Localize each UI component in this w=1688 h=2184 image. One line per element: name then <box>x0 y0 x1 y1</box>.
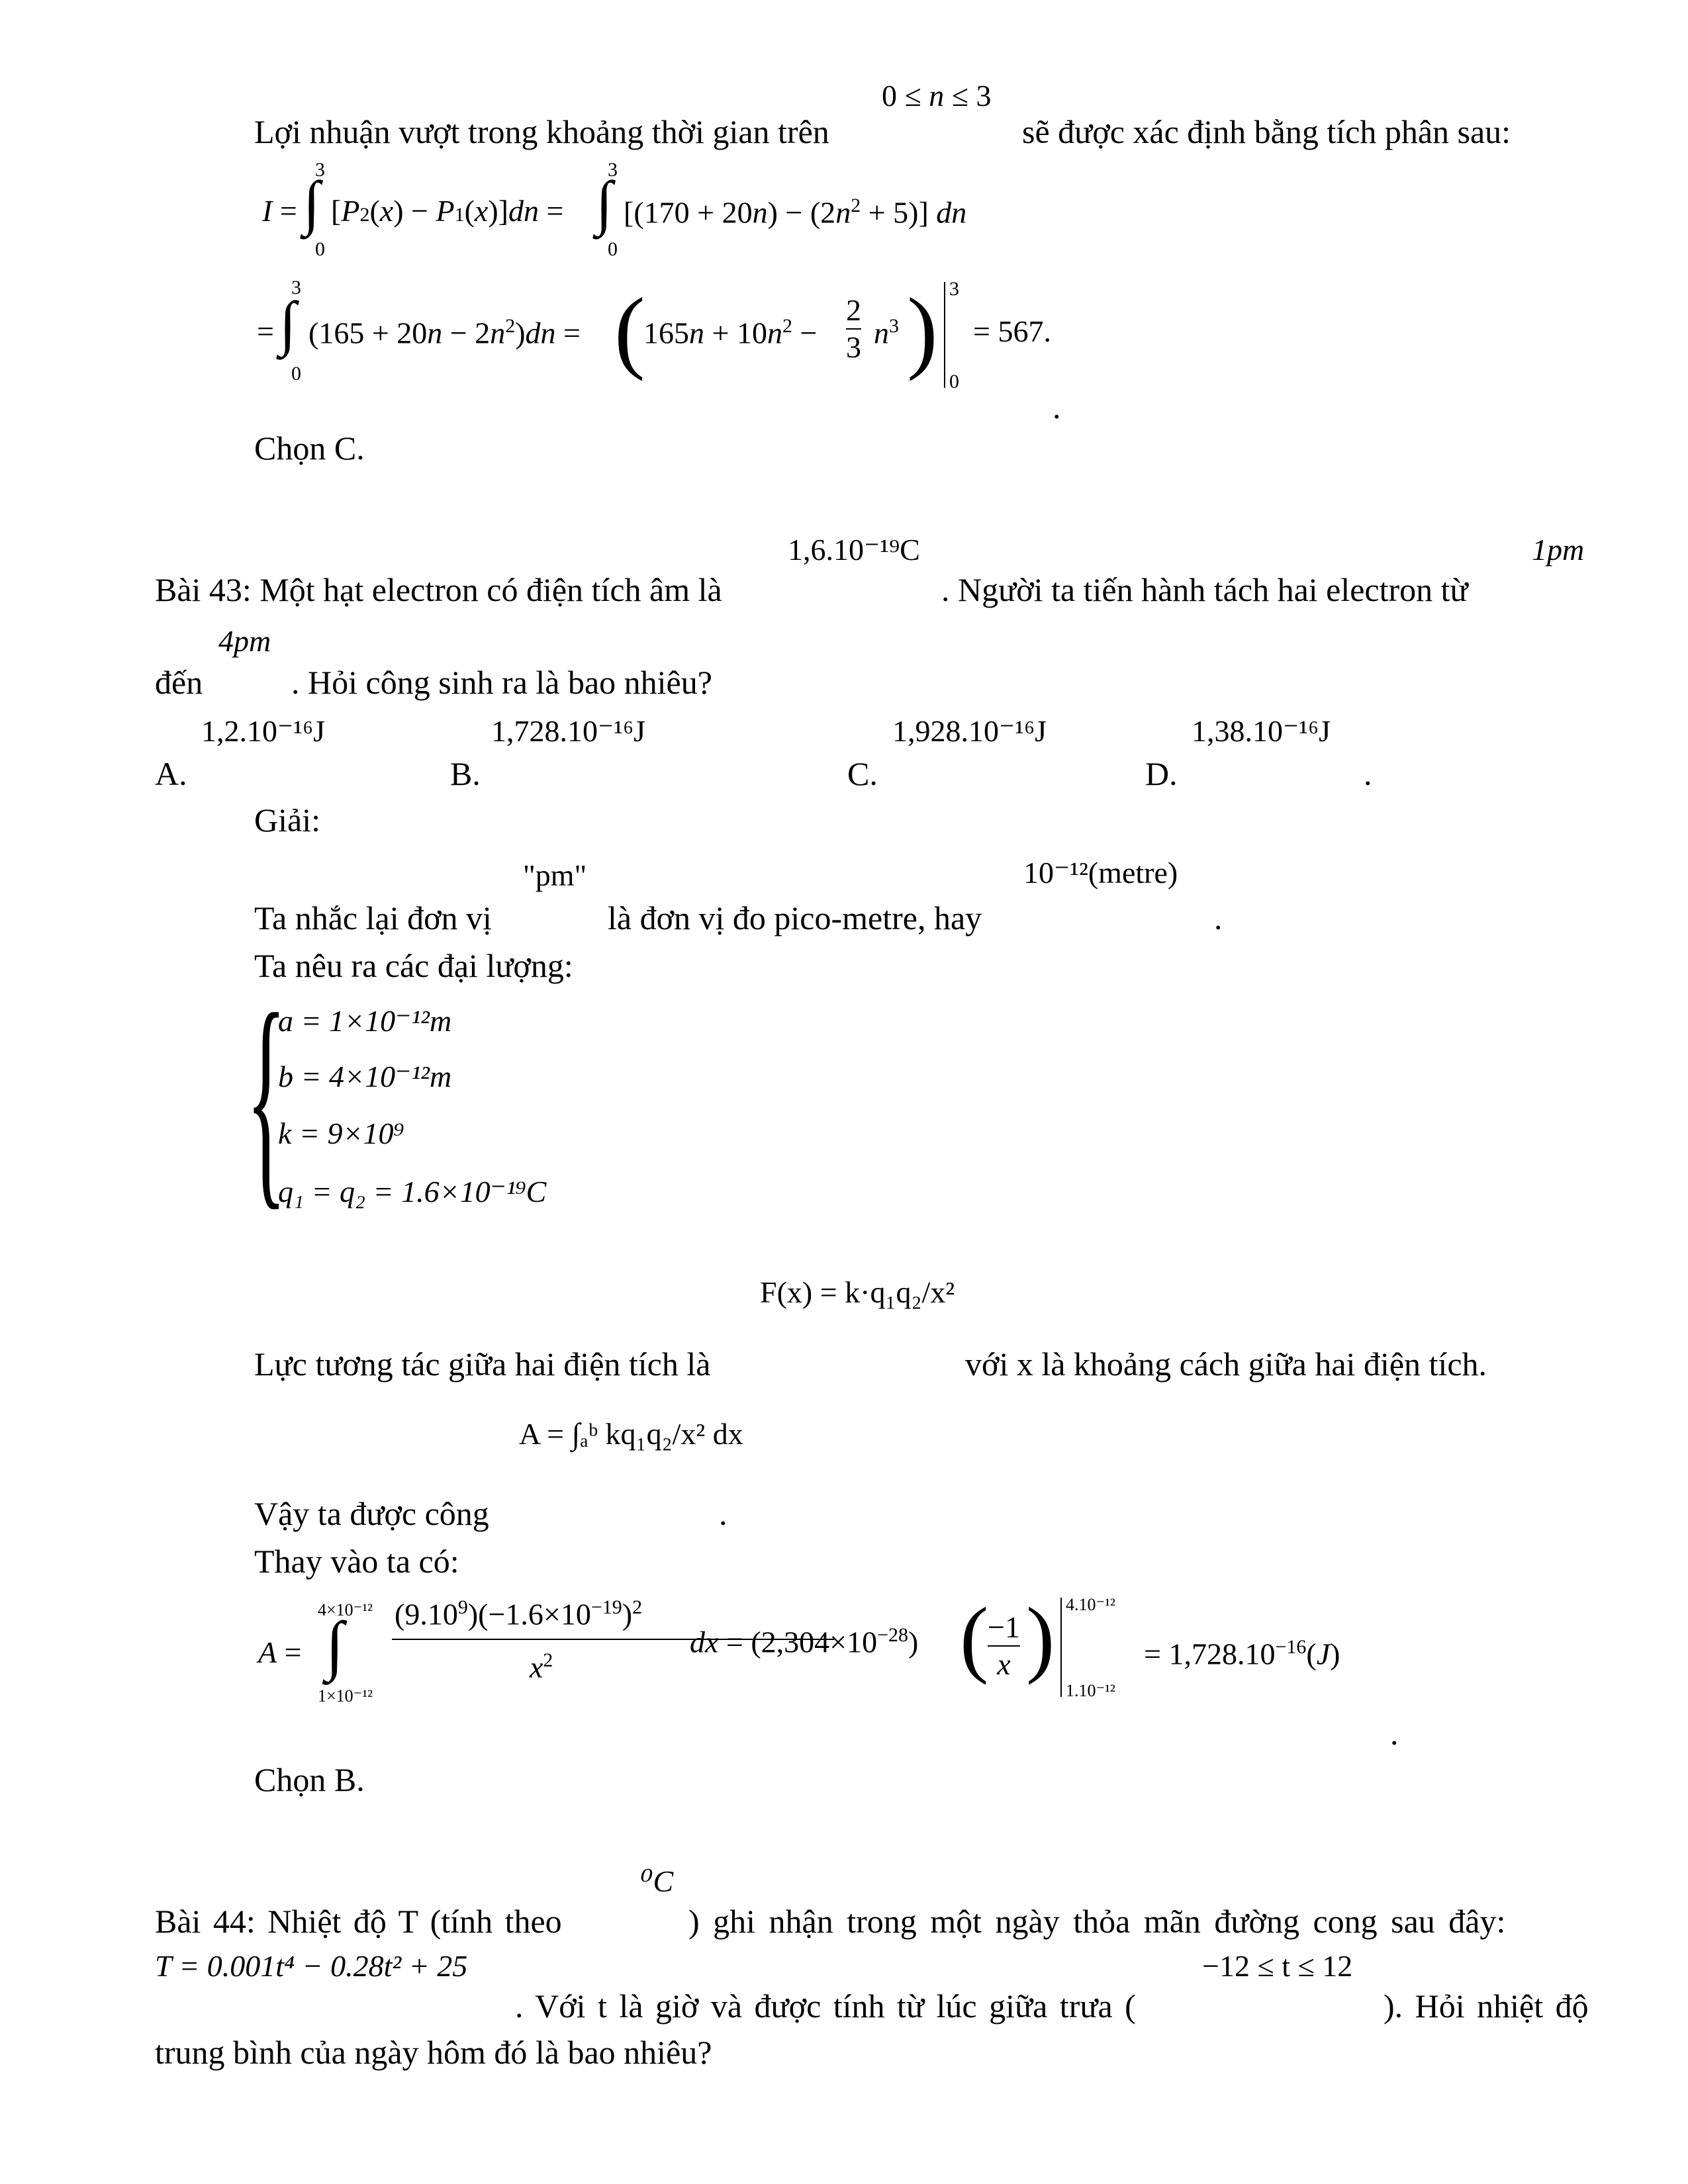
stray-dot-2: . <box>1364 755 1372 792</box>
eq2-n3: $n^3$ <box>874 315 899 350</box>
eq2-eq: = <box>257 314 274 348</box>
calc-A: A = <box>258 1635 302 1669</box>
stray-dot-3: . <box>1214 899 1223 936</box>
profit-text: Lợi nhuận vượt trong khoảng thời gian trên <box>254 113 829 150</box>
eq2-integral: ∫ <box>279 289 297 357</box>
celsius-unit: ⁰C <box>641 1864 674 1898</box>
calc-integral: ∫ <box>326 1608 344 1682</box>
b43-line2-b: . Hỏi công sinh ra là bao nhiêu? <box>291 664 712 701</box>
integral-equation-2 <box>252 273 1112 392</box>
option-a-label[interactable]: A. <box>155 755 187 792</box>
work-calculation <box>252 1582 1390 1707</box>
eq2-upper: 3 <box>291 277 301 298</box>
work-text: Vậy ta được công <box>254 1495 489 1532</box>
unit-value-formula: 10⁻¹²(metre) <box>1023 856 1178 889</box>
work-formula: A = ∫ₐᵇ kq₁q₂/x² dx <box>519 1417 743 1451</box>
calc-denominator: $x^2$ <box>530 1649 553 1684</box>
option-b-label[interactable]: B. <box>450 755 481 792</box>
calc-numerator: $(9.10^9)(-1.6\times 10^{-19})^2$ <box>395 1596 643 1631</box>
answer-p1: Chọn C. <box>254 430 365 467</box>
calc-dx: dx = $(2,304\times 10^{-28})$ <box>690 1624 919 1659</box>
b43-line1-a: Bài 43: Một hạt electron có điện tích âm là <box>155 571 722 608</box>
unit-text-a: Ta nhắc lại đơn vị <box>254 899 492 936</box>
eq2-frac: 2 3 <box>846 293 861 364</box>
option-d-label[interactable]: D. <box>1145 755 1178 792</box>
calc-lparen: ( <box>960 1590 989 1686</box>
end-distance-formula: 4pm <box>218 624 271 658</box>
time-range: −12 ≤ t ≤ 12 <box>1202 1949 1353 1983</box>
eq2-eval-bar <box>944 282 945 388</box>
eq1-integral: ∫ <box>303 169 320 236</box>
eq1-upper-2: 3 <box>608 159 618 181</box>
calc-eval-upper: 4.10⁻¹² <box>1066 1595 1115 1614</box>
b44-line3: trung bình của ngày hôm đó là bao nhiêu? <box>155 2034 712 2071</box>
force-text-b: với x là khoảng cách giữa hai điện tích. <box>965 1345 1487 1383</box>
eq2-eval-lower: 0 <box>949 371 959 392</box>
eq2-eval-upper: 3 <box>949 278 959 300</box>
eq2-body: $(165 + 20n - 2n^2)dn$ = <box>308 315 581 350</box>
electron-charge-formula: 1,6.10⁻¹⁹C <box>788 533 920 567</box>
quantity-b: b = 4×10⁻¹²m <box>278 1060 452 1093</box>
option-d-value[interactable]: 1,38.10⁻¹⁶J <box>1192 714 1331 748</box>
option-c-label[interactable]: C. <box>847 755 878 792</box>
eq2-lower: 0 <box>291 363 301 385</box>
start-distance-formula: 1pm <box>1532 533 1585 567</box>
option-b-value[interactable]: 1,728.10⁻¹⁶J <box>491 714 646 748</box>
calc-rparen: ) <box>1026 1590 1055 1686</box>
eq2-result: = 567. <box>973 314 1051 348</box>
b43-line1-b: . Người ta tiến hành tách hai electron từ <box>941 571 1468 608</box>
force-formula: F(x) = k·q₁q₂/x² <box>760 1275 955 1309</box>
calc-result: = $1,728.10^{-16}(J)$ <box>1144 1636 1340 1671</box>
option-c-value[interactable]: 1,928.10⁻¹⁶J <box>892 714 1047 748</box>
b44-line2-a: . Với t là giờ và được tính từ lúc giữa trưa ( <box>515 1987 1136 2025</box>
b44-line1-b: ) ghi nhận trong một ngày thỏa mãn đường cong sau đây: <box>688 1903 1506 1940</box>
unit-text-b: là đơn vị đo pico-metre, hay <box>608 899 982 936</box>
time-range-formula: 0 ≤ n ≤ 3 <box>882 79 992 113</box>
integral-equation-1 <box>252 160 1046 259</box>
b43-line2-a: đến <box>155 664 203 701</box>
calc-lower: 1×10⁻¹² <box>318 1686 373 1706</box>
eq1-body-a: [P2(x) − P1(x)]dn = <box>331 194 564 228</box>
profit-text-tail: sẽ được xác định bằng tích phân sau: <box>1022 113 1511 150</box>
calc-eval-bar <box>1060 1598 1062 1697</box>
b44-line1-a: Bài 44: Nhiệt độ T (tính theo <box>155 1903 562 1940</box>
system-brace: { <box>246 965 287 1229</box>
force-text-a: Lực tương tác giữa hai điện tích là <box>254 1345 711 1383</box>
stray-dot-5: . <box>1390 1715 1399 1752</box>
b44-line2-b: ). Hỏi nhiệt độ <box>1383 1987 1589 2025</box>
calc-neg-frac: −1 x <box>988 1610 1020 1681</box>
eq1-body-b: $[(170 + 20n) - (2n^2 + 5)]$ dn <box>624 195 967 230</box>
stray-dot-4: . <box>719 1495 727 1532</box>
solution-label: Giải: <box>254 801 320 839</box>
quantity-a: a = 1×10⁻¹²m <box>278 1004 452 1038</box>
eq2-poly: $165n + 10n^2$ − <box>643 315 818 350</box>
eq1-upper: 3 <box>315 159 325 181</box>
calc-upper: 4×10⁻¹² <box>318 1600 373 1619</box>
quantities-label: Ta nêu ra các đại lượng: <box>254 947 573 984</box>
quantity-k: k = 9×10⁹ <box>278 1116 404 1150</box>
eq1-lower-2: 0 <box>608 238 618 260</box>
eq2-lparen: ( <box>614 279 645 382</box>
eq2-rparen: ) <box>907 279 938 382</box>
eq1-lower: 0 <box>315 238 325 260</box>
eq1-I: I = <box>262 194 297 228</box>
answer-b43: Chọn B. <box>254 1761 365 1798</box>
quantity-q: q₁ = q₂ = 1.6×10⁻¹⁹C <box>278 1175 547 1208</box>
eq1-integral-2: ∫ <box>596 169 613 236</box>
unit-pm-formula: "pm" <box>523 858 587 892</box>
calc-eval-lower: 1.10⁻¹² <box>1066 1681 1115 1700</box>
substitute-text: Thay vào ta có: <box>254 1543 459 1580</box>
temperature-equation: T = 0.001t⁴ − 0.28t² + 25 <box>155 1949 468 1983</box>
option-a-value[interactable]: 1,2.10⁻¹⁶J <box>201 714 326 748</box>
stray-dot-1: . <box>1053 388 1061 426</box>
